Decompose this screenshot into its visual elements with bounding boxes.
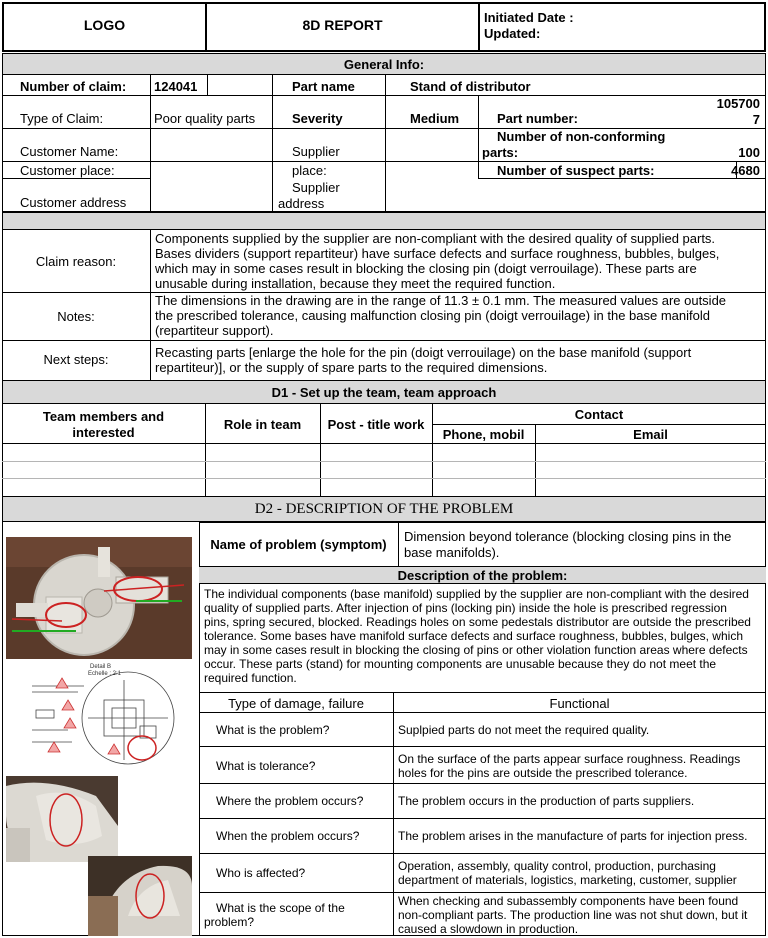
- part-number-label: Part number:: [497, 111, 578, 126]
- supplier-label: Supplier: [292, 144, 340, 159]
- claim-reason-line: unusable during installation, because they meet the required function.: [155, 276, 556, 291]
- logo-placeholder: LOGO: [83, 17, 126, 33]
- damage-question: When the problem occurs?: [216, 829, 360, 843]
- drawing-label-1: Detail B: [90, 664, 112, 670]
- suspect-parts-label: Number of suspect parts:: [497, 163, 655, 178]
- part-number-value-1: 105700: [716, 96, 760, 111]
- problem-name-value: Dimension beyond tolerance (blocking closing pins in the: [404, 529, 732, 544]
- description-line: may in some cases result in blocking the closing of pins or other violation function areas where defects: [204, 643, 748, 657]
- next-steps-line: repartiteur)], or the supply of spare parts to the required dimensions.: [155, 360, 548, 375]
- claim-reason-label: Claim reason:: [35, 254, 117, 269]
- problem-name-value-2: base manifolds).: [404, 545, 500, 560]
- description-line: occur. These parts (stand) for mounting components are unusable because they do not meet the: [204, 657, 717, 671]
- damage-answer: non-compliant parts. The production line was not shut down, but it: [398, 908, 748, 922]
- part-photo-1-image: [6, 537, 192, 659]
- part-photo-3: [88, 856, 192, 936]
- customer-place-label: Customer place:: [20, 163, 115, 178]
- part-name-value: Stand of distributor: [410, 79, 531, 94]
- updated-label: Updated:: [484, 26, 541, 41]
- col-functional: Functional: [549, 696, 610, 711]
- part-photo-1: [6, 537, 192, 659]
- part-name-label: Part name: [292, 79, 355, 94]
- place-label: place:: [292, 163, 327, 178]
- nonconforming-label-1: Number of non-conforming: [497, 129, 666, 144]
- damage-question: What is the scope of the: [216, 901, 345, 915]
- damage-answer: Operation, assembly, quality control, production, purchasing: [398, 859, 716, 873]
- supplier-address-label-1: Supplier: [292, 180, 340, 195]
- damage-answer: caused a slowdown in production.: [398, 922, 579, 936]
- notes-line: the prescribed tolerance, causing malfunction closing pin (doigt verrouilage) in the base manifold: [155, 308, 710, 323]
- notes-line: (repartiteur support).: [155, 323, 274, 338]
- claim-number-value: 124041: [154, 79, 198, 94]
- notes-line: The dimensions in the drawing are in the range of 11.3 ± 0.1 mm. The measured values are outside: [155, 293, 727, 308]
- part-photo-2-image: [6, 776, 118, 862]
- claim-type-value: Poor quality parts: [154, 111, 256, 126]
- claim-reason-line: which may in some cases result in blocking the closing pin (doigt verrouilage). These parts are: [155, 261, 697, 276]
- d1-title: D1 - Set up the team, team approach: [271, 385, 497, 400]
- damage-question: What is the problem?: [216, 723, 330, 737]
- damage-answer: When checking and subassembly components have been found: [398, 894, 739, 908]
- description-line: required function.: [204, 671, 297, 685]
- col-team-members: Team members and: [42, 409, 165, 424]
- nonconforming-value: 100: [738, 145, 760, 160]
- col-email: Email: [633, 427, 668, 442]
- col-post: Post - title work: [327, 417, 425, 432]
- separator-bar: [2, 212, 766, 230]
- notes-label: Notes:: [57, 309, 95, 324]
- description-line: tolerance. Some bases have manifold surface defects and surface roughness, bubbles, bulges, which: [204, 629, 743, 643]
- damage-answer: holes for the pins are outside the prescribed tolerance.: [398, 766, 688, 780]
- claim-number-label: Number of claim:: [20, 79, 127, 94]
- severity-label: Severity: [292, 111, 343, 126]
- d2-title: D2 - DESCRIPTION OF THE PROBLEM: [254, 501, 514, 517]
- description-line: quality of supplied parts. After injection of pins (locking pin) inside the hole is prescribed regression: [204, 601, 727, 615]
- description-line: pins, spring secured, blocked. Readings holes on some pedestals distributor are outside the prescribed: [204, 615, 751, 629]
- nonconforming-label-2: parts:: [482, 145, 519, 160]
- report-title: 8D REPORT: [302, 17, 383, 33]
- claim-type-label: Type of Claim:: [20, 111, 104, 126]
- part-photo-3-image: [88, 856, 192, 936]
- suspect-parts-value: 4680: [731, 163, 760, 178]
- damage-question: What is tolerance?: [216, 759, 316, 773]
- claim-reason-line: Bases dividers (support repartiteur) have surface defects and surface roughness, bubbles, bulges,: [155, 246, 720, 261]
- part-photo-2: [6, 776, 118, 862]
- description-line: The individual components (base manifold) supplied by the supplier are non-compliant with the desired: [204, 587, 749, 601]
- col-phone: Phone, mobil: [442, 427, 525, 442]
- damage-answer: On the surface of the parts appear surface roughness. Readings: [398, 752, 741, 766]
- claim-reason-line: Components supplied by the supplier are non-compliant with the desired quality of supplied parts.: [155, 231, 716, 246]
- col-type-of-damage: Type of damage, failure: [228, 696, 364, 711]
- initiated-date-label: Initiated Date :: [484, 10, 574, 25]
- technical-drawing: [28, 660, 194, 772]
- damage-answer: The problem occurs in the production of parts suppliers.: [398, 794, 695, 808]
- damage-question: Where the problem occurs?: [216, 794, 364, 808]
- next-steps-label: Next steps:: [43, 352, 109, 367]
- damage-question: Who is affected?: [216, 866, 306, 880]
- customer-address-label: Customer address: [20, 195, 127, 210]
- customer-name-label: Customer Name:: [20, 144, 119, 159]
- damage-answer: Suplpied parts do not meet the required quality.: [398, 723, 650, 737]
- technical-drawing-image: [28, 660, 194, 772]
- general-info-title: General Info:: [343, 57, 425, 72]
- damage-question: problem?: [204, 915, 255, 929]
- severity-value: Medium: [410, 111, 460, 126]
- problem-name-label: Name of problem (symptom): [210, 537, 387, 552]
- col-role: Role in team: [223, 417, 302, 432]
- next-steps-line: Recasting parts [enlarge the hole for the pin (doigt verrouilage) on the base manifold (support: [155, 345, 692, 360]
- drawing-label-2: Echelle : 2:1: [88, 671, 122, 677]
- part-number-value-2: 7: [752, 112, 760, 127]
- supplier-address-label-2: address: [278, 196, 325, 211]
- damage-answer: department of materials, logistics, marketing, customer, supplier: [398, 873, 737, 887]
- damage-answer: The problem arises in the manufacture of parts for injection press.: [398, 829, 748, 843]
- col-contact: Contact: [574, 407, 624, 422]
- description-title: Description of the problem:: [397, 568, 568, 583]
- col-team-members-2: interested: [72, 425, 135, 440]
